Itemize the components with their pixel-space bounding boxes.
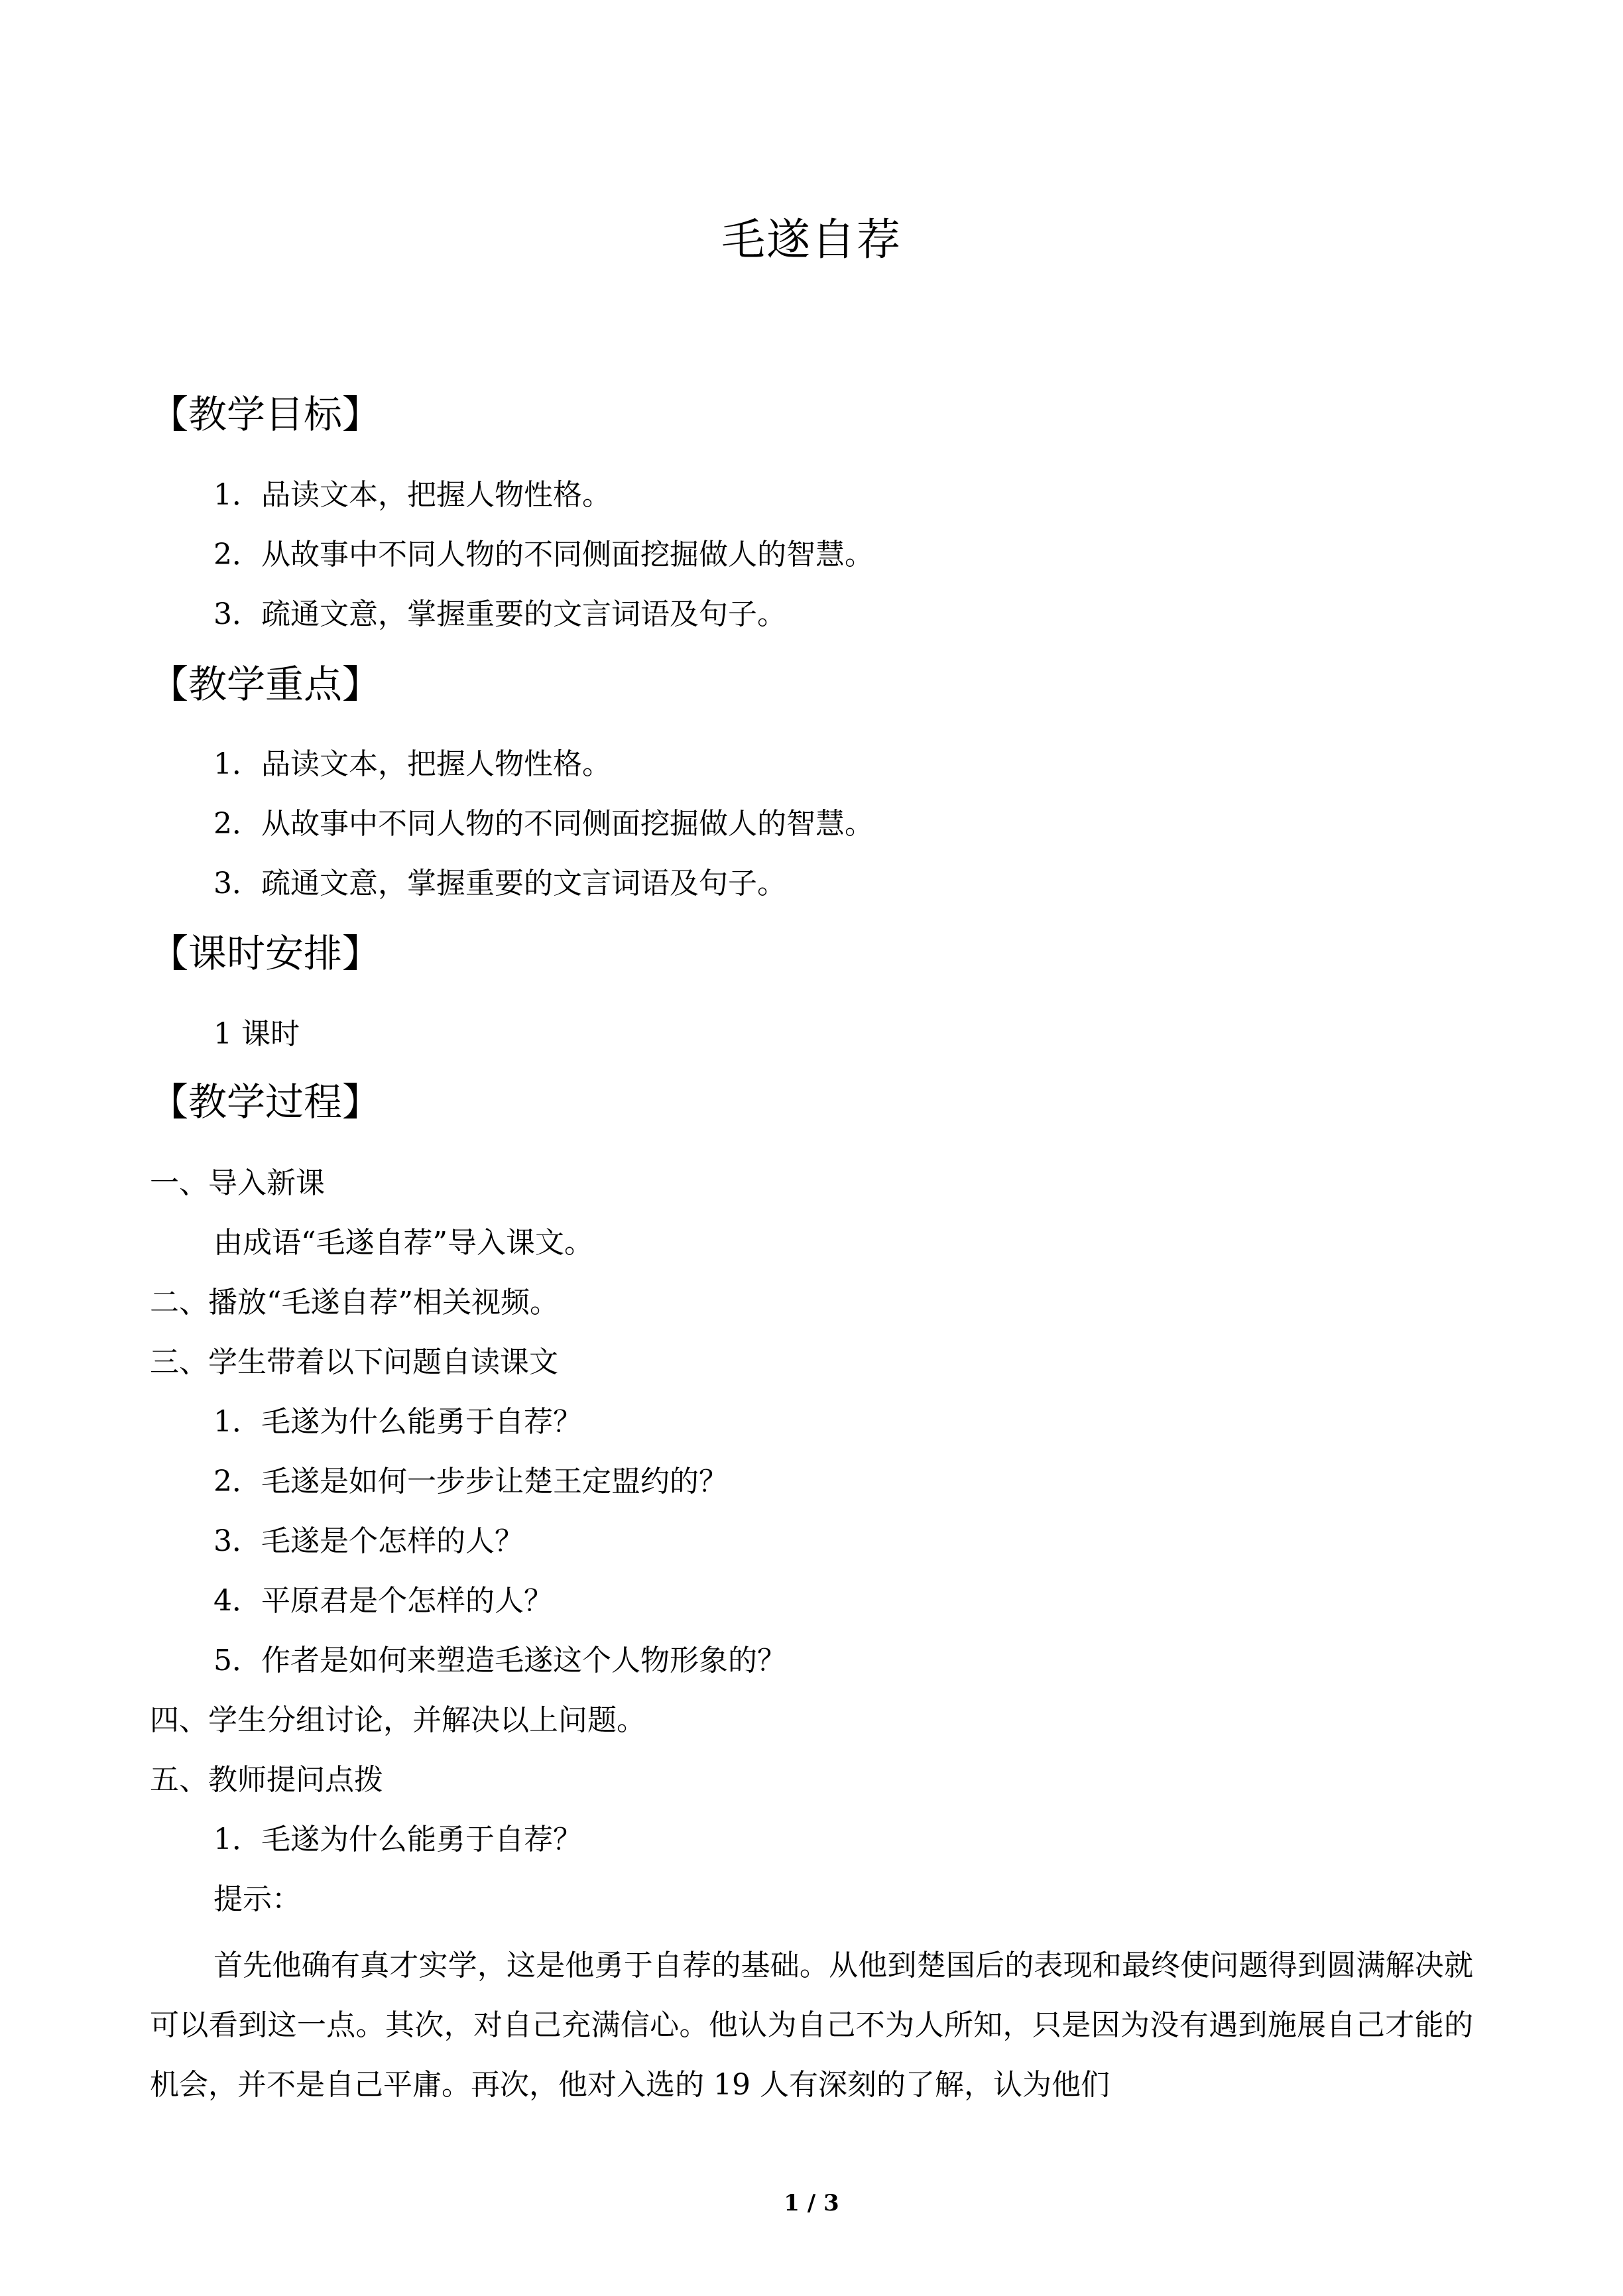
page-number: 1 / 3 (784, 2190, 839, 2216)
hint-paragraph (150, 1936, 1473, 2115)
question-item-1: 1．毛遂为什么能勇于自荐？ (213, 1405, 582, 1439)
document-title: 毛遂自荐 (721, 214, 902, 265)
process-step-4: 四、学生分组讨论，并解决以上问题。 (150, 1703, 646, 1737)
process-step-3: 三、学生带着以下问题自读课文 (150, 1345, 558, 1379)
question-item-5: 5．作者是如何来塑造毛遂这个人物形象的？ (213, 1644, 786, 1677)
process-step-5: 五、教师提问点拨 (150, 1763, 383, 1797)
objective-item-1: 1．品读文本，把握人物性格。 (213, 478, 611, 512)
hint-paragraph-text: 首先他确有真才实学，这是他勇于自荐的基础。从他到楚国后的表现和最终使问题得到圆满解决就可以看到这一点。其次，对自己充满信心。他认为自己不为人所知，只是因为没有遇到施展自己才能的机会，并不是自己平庸。再次，他对入选的 19 人有深刻的了解，认为他们 (150, 1949, 1473, 2102)
objective-item-3: 3．疏通文意，掌握重要的文言词语及句子。 (213, 597, 786, 631)
key-point-item-2: 2．从故事中不同人物的不同侧面挖掘做人的智慧。 (213, 807, 874, 841)
process-step-1: 一、导入新课 (150, 1166, 325, 1200)
schedule-text: 1 课时 (213, 1017, 300, 1051)
objective-item-2: 2．从故事中不同人物的不同侧面挖掘做人的智慧。 (213, 538, 874, 572)
question-item-3: 3．毛遂是个怎样的人？ (213, 1524, 524, 1558)
key-point-item-1: 1．品读文本，把握人物性格。 (213, 747, 611, 781)
heading-key-points: 【教学重点】 (150, 662, 381, 707)
heading-process: 【教学过程】 (150, 1079, 381, 1124)
question-item-4: 4．平原君是个怎样的人？ (213, 1584, 553, 1618)
heading-schedule: 【课时安排】 (150, 931, 381, 976)
question-item-2: 2．毛遂是如何一步步让楚王定盟约的？ (213, 1465, 728, 1498)
process-step-2: 二、播放“毛遂自荐”相关视频。 (150, 1286, 559, 1319)
step-5-question-1: 1．毛遂为什么能勇于自荐？ (213, 1823, 582, 1856)
key-point-item-3: 3．疏通文意，掌握重要的文言词语及句子。 (213, 867, 786, 900)
heading-objectives: 【教学目标】 (150, 392, 381, 437)
hint-label: 提示： (213, 1882, 301, 1916)
process-step-1-detail: 由成语“毛遂自荐”导入课文。 (213, 1226, 593, 1260)
